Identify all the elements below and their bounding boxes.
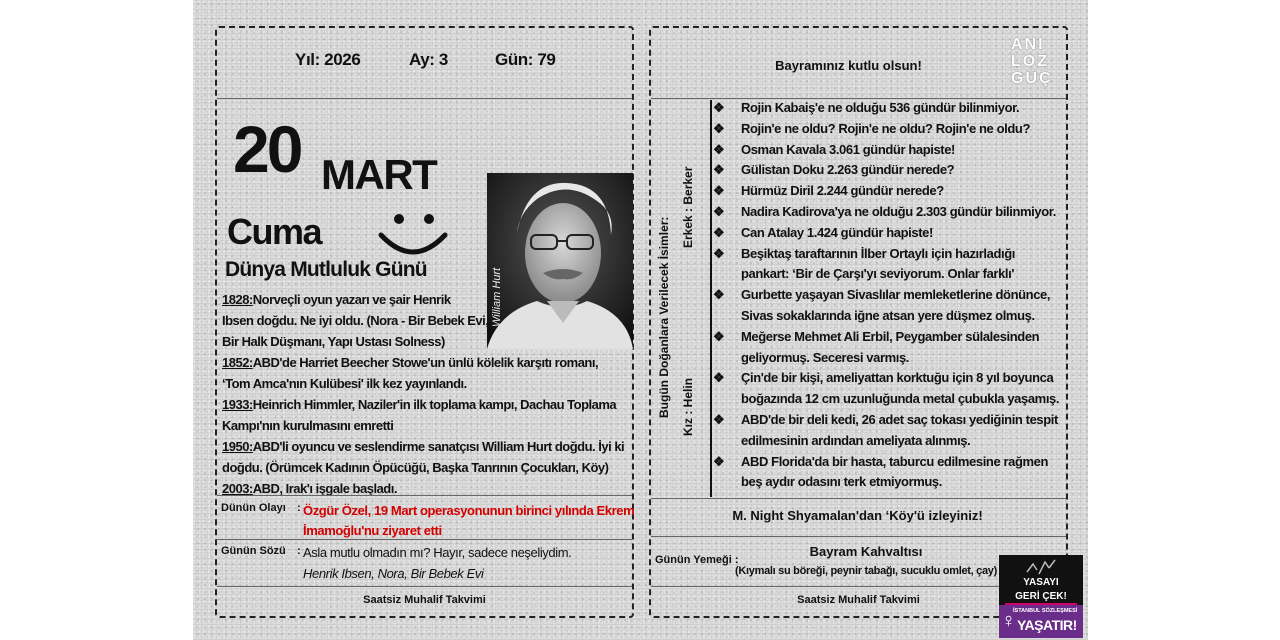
label-colon: : — [297, 545, 301, 557]
footer-title: Saatsiz Muhalif Takvimi — [797, 594, 920, 606]
event-2003: 2003:ABD, Irak'ı işgale başladı. — [222, 481, 397, 496]
news-item: ❖ Rojin Kabaiş'e ne olduğu 536 gündür bilinmiyor. — [711, 98, 1059, 119]
news-item: ❖ Gülistan Doku 2.263 gündür nerede? — [711, 160, 1059, 181]
left-page — [215, 26, 634, 618]
badge-line3: İSTANBUL SÖZLEŞMESİ — [1013, 608, 1078, 614]
news-item: ❖ ABD Florida'da bir hasta, taburcu edilmesine rağmen beş aydır odasını terk etmiyormuş. — [711, 452, 1059, 494]
event-1933: 1933:Heinrich Himmler, Naziler'in ilk toplama kampı, Dachau Toplama — [222, 397, 617, 412]
event-line: Bir Halk Düşmanı, Yapı Ustası Solness) — [222, 334, 445, 349]
news-item: ❖ Can Atalay 1.424 gündür hapiste! — [711, 223, 1059, 244]
month-name: MART — [321, 151, 437, 198]
day-number: 20 — [233, 112, 301, 186]
film-recommendation: M. Night Shyamalan'dan ‘Köy'ü izleyiniz! — [732, 508, 983, 523]
campaign-badge — [999, 555, 1083, 638]
divider — [217, 495, 632, 496]
badge-line4: YAŞATIR! — [1017, 617, 1077, 633]
news-item: ❖ Meğerse Mehmet Ali Erbil, Peygamber sülalesinden geliyormuş. Seceresi varmış. — [711, 327, 1059, 369]
news-item: ❖ Osman Kavala 3.061 gündür hapiste! — [711, 140, 1059, 161]
yemek-detail: (Kıymalı su böreği, peynir tabağı, sucuklu omlet, çay) — [735, 565, 997, 577]
event-line: doğdu. (Örümcek Kadının Öpücüğü, Başka Tanrının Çocukları, Köy) — [222, 460, 609, 475]
gunun-sozu-label: Günün Sözü — [221, 545, 286, 557]
day-of-year: Gün: 79 — [495, 50, 556, 69]
divider — [651, 536, 1066, 537]
event-1950: 1950:ABD'li oyuncu ve seslendirme sanatçısı William Hurt doğdu. İyi ki — [222, 439, 625, 454]
divider — [217, 98, 632, 99]
news-item: ❖ Nadira Kadirova'ya ne olduğu 2.303 gündür bilinmiyor. — [711, 202, 1059, 223]
badge-line2: GERİ ÇEK! — [1005, 591, 1077, 605]
news-item: ❖ Çin'de bir kişi, ameliyattan korktuğu için 8 yıl boyunca boğazında 12 cm uzunluğunda metal çubukla yaşamış. — [711, 368, 1059, 410]
weekday: Cuma — [227, 211, 322, 252]
month-number: Ay: 3 — [409, 50, 448, 69]
dunun-olayi-text: Özgür Özel, 19 Mart operasyonunun birinci yılında Ekrem İmamoğlu'nu ziyaret etti — [303, 503, 635, 538]
footer-title: Saatsiz Muhalif Takvimi — [363, 594, 486, 606]
quote-text: Asla mutlu olmadın mı? Hayır, sadece neşeliydim. — [303, 545, 572, 560]
event-1852: 1852:ABD'de Harriet Beecher Stowe'un ünlü kölelik karşıtı romanı, — [222, 355, 599, 370]
birds-icon — [1025, 558, 1057, 576]
event-line: Ibsen doğdu. Ne iyi oldu. (Nora - Bir Bebek Evi, — [222, 313, 489, 328]
event-line: ‘Tom Amca'nın Kulübesi' ilk kez yayınlandı. — [222, 376, 467, 391]
event-line: Kampı'nın kurulmasını emretti — [222, 418, 394, 433]
label-colon: : — [297, 502, 301, 514]
divider — [217, 539, 632, 540]
news-item: ❖ Hürmüz Diril 2.244 gündür nerede? — [711, 181, 1059, 202]
news-item: ❖ Beşiktaş taraftarının İlber Ortaylı için hazırladığı pankart: ‘Bir de Çarşı'yı seviyorum. Onlar farklı' — [711, 244, 1059, 286]
news-item: ❖ Rojin'e ne oldu? Rojin'e ne oldu? Rojin'e ne oldu? — [711, 119, 1059, 140]
names-title: Bugün Doğanlara Verilecek İsimler: — [657, 216, 671, 418]
names-male: Erkek : Berker — [681, 166, 695, 248]
smiley-icon — [377, 211, 449, 259]
event-1828: 1828:Norveçli oyun yazarı ve şair Henrik — [222, 292, 451, 307]
badge-line1: YASAYI — [1023, 577, 1059, 588]
right-page — [649, 26, 1068, 618]
venus-icon: ♀ — [1001, 610, 1016, 632]
photo-caption: William Hurt — [491, 267, 503, 327]
names-female: Kız : Helin — [681, 377, 695, 436]
dunun-olayi-label: Dünün Olayı — [221, 502, 286, 514]
logo: ANI LOZ GÜÇ — [1011, 36, 1053, 87]
news-list — [711, 98, 1059, 493]
yemek-label: Günün Yemeği : — [655, 554, 739, 566]
year-label: Yıl: 2026 — [295, 50, 361, 69]
greeting: Bayramınız kutlu olsun! — [775, 58, 922, 73]
yemek-title: Bayram Kahvaltısı — [809, 544, 923, 559]
events-list — [222, 289, 624, 499]
news-item: ❖ Gurbette yaşayan Sivaslılar memleketlerine dönünce, Sivas sokaklarında iğne atsan yere düşmez olmuş. — [711, 285, 1059, 327]
divider — [651, 498, 1066, 499]
special-day: Dünya Mutluluk Günü — [225, 258, 427, 281]
quote-source: Henrik Ibsen, Nora, Bir Bebek Evi — [303, 566, 484, 581]
news-item: ❖ ABD'de bir deli kedi, 26 adet saç tokası yediğinin tespit edilmesinin ardından ameliyata alınmış. — [711, 410, 1059, 452]
divider — [217, 586, 632, 587]
